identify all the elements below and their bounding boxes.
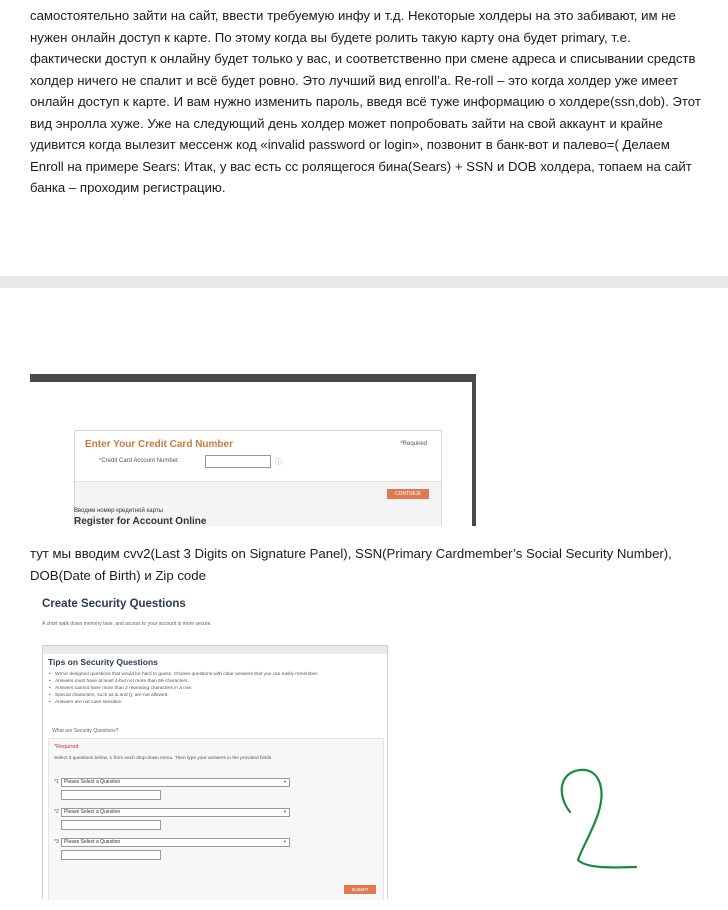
security-box [42,645,388,899]
handwritten-number-icon [552,764,642,874]
screenshot-security-questions [36,592,392,904]
continue-button[interactable]: CONTINUE [387,489,429,499]
security-subtitle: A short walk down memory lane, and access to your account is more secure. [42,621,212,627]
tip-item: • Special characters, such as & and (), are not allowed. [49,693,385,700]
question-number: *3 [54,839,59,845]
screenshot-right-border [472,374,476,526]
answer-input-1[interactable] [61,790,161,800]
tip-item: • Answers are not case sensitive. [49,700,385,707]
tips-list [49,672,385,707]
question-number: *1 [54,779,59,785]
question-select-2[interactable]: Please Select a Question [61,808,290,817]
required-note: *Required [400,441,427,447]
screenshot-top-border [30,374,476,382]
question-number: *2 [54,809,59,815]
page-separator [0,276,728,288]
account-number-label: *Credit Card Account Number: [99,458,180,464]
chevron-down-icon[interactable]: ▼ [283,809,287,814]
answer-input-3[interactable] [61,850,161,860]
paragraph-2: тут мы вводим cvv2(Last 3 Digits on Signature Panel), SSN(Primary Cardmember’s Social Security Number), DOB(Date of Birth) и Zip code [30,546,672,583]
submit-button[interactable]: SUBMIT [344,885,376,894]
tip-item: • We've designed questions that would be hard to guess. Choose questions with clear answers that you can easily remember. [49,672,385,679]
questions-panel [48,738,384,900]
what-link-text[interactable]: What are Security Questions? [52,728,119,734]
security-title: Create Security Questions [42,598,186,610]
chevron-down-icon[interactable]: ▼ [283,839,287,844]
card-entry-form [75,431,441,482]
question-select-3[interactable]: Please Select a Question [61,838,290,847]
paragraph-1: самостоятельно зайти на сайт, ввести требуемую инфу и т.д. Некоторые холдеры на это забивают, им не нужен онлайн доступ к карте. По этому когда вы будете ролить такую карту она будет primary, т.е. фактически доступ к онлайну будет только у вас, и соответственно при смене адреса и списывании средств холдер ничего не спалит и всё будет ровно. Это лучший вид enroll’a. Re-roll – это когда холдер уже имеет онлайн доступ к карте. И вам нужно изменить пароль, введя всё туже информацию о холдере(ssn,dob). Этот вид энролла хуже. Уже на следующий день холдер может попробовать зайти на свой аккаунт и крайне удивится когда вылезит мессенж код «invalid password or login», позвонит в банк-вот и палево=( Делаем Enroll на примере Sears: Итак, у вас есть сс ролящегося бина(Sears) + SSN и DOB холдера, топаем на сайт банка – проходим регистрацию. [30,8,701,195]
tip-item: • Answers cannot have more than 2 repeating characters in a row. [49,686,385,693]
required-note: *Required [54,744,79,750]
chevron-down-icon[interactable]: ▼ [283,779,287,784]
tip-item: • Answers must have at least 4-but not more than 56-characters. [49,679,385,686]
screenshot-credit-card [30,374,476,526]
register-heading: Register for Account Online [74,516,207,526]
russian-annotation: Вводим номер кредитной карты [74,508,163,514]
info-icon[interactable]: ⓘ [275,459,282,466]
answer-input-2[interactable] [61,820,161,830]
tips-title: Tips on Security Questions [48,657,158,667]
question-select-1[interactable]: Please Select a Question [61,778,290,787]
account-number-input[interactable] [205,455,271,468]
card-entry-title: Enter Your Credit Card Number [85,439,233,450]
handwritten-stroke [562,770,636,868]
questions-instructions: Select 3 questions below, 1 from each drop-down menu. Then type your answers in the provided fields. [54,756,273,761]
page-upper [0,0,728,276]
what-are-security-questions-link[interactable]: · What are Security Questions? [49,728,119,734]
security-box-header [43,646,387,654]
